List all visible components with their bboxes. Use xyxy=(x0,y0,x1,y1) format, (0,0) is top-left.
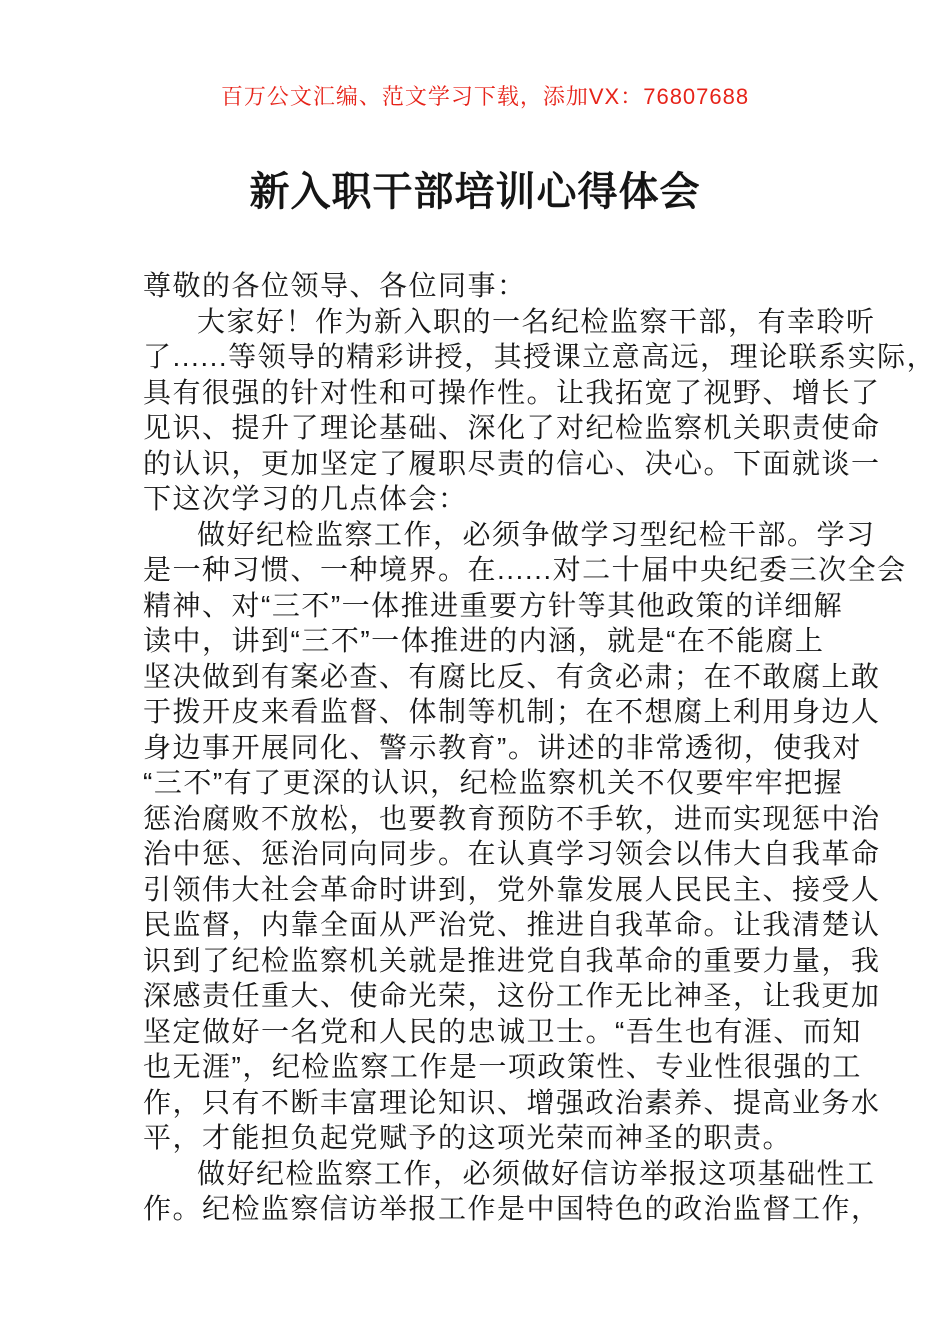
text-line: 大家好！作为新入职的一名纪检监察干部，有幸聆听 xyxy=(197,305,876,337)
text-line: 作，只有不断丰富理论知识、增强政治素养、提高业务水 xyxy=(143,1086,881,1118)
paragraph xyxy=(143,268,918,304)
text-line: 身边事开展同化、警示教育”。讲述的非常透彻，使我对 xyxy=(143,731,862,763)
paragraph xyxy=(143,517,918,1156)
text-line: 读中，讲到“三不”一体推进的内涵，就是“在不能腐上 xyxy=(143,625,825,656)
text-line: 精神、对“三不”一体推进重要方针等其他政策的详细解 xyxy=(143,589,844,621)
promo-header: 百万公文汇编、范文学习下载，添加VX：76807688 xyxy=(220,84,750,109)
text-line: 具有很强的针对性和可操作性。让我拓宽了视野、增长了 xyxy=(143,376,881,408)
text-line: 治中惩、惩治同向同步。在认真学习领会以伟大自我革命 xyxy=(143,838,881,869)
text-line: 做好纪检监察工作，必须做好信访举报这项基础性工 xyxy=(197,1157,876,1189)
text-line: 引领伟大社会革命时讲到，党外靠发展人民民主、接受人 xyxy=(143,873,881,905)
paragraph xyxy=(143,304,937,517)
text-line: 民监督，内靠全面从严治党、推进自我革命。让我清楚认 xyxy=(143,909,881,940)
text-line: 平，才能担负起党赋予的这项光荣而神圣的职责。 xyxy=(143,1122,793,1153)
text-line: 尊敬的各位领导、各位同事： xyxy=(143,270,527,301)
text-line: 惩治腐败不放松，也要教育预防不手软，进而实现惩中治 xyxy=(143,802,881,834)
text-line: 也无涯”，纪检监察工作是一项政策性、专业性很强的工 xyxy=(143,1051,862,1082)
text-line: 坚定做好一名党和人民的忠诚卫士。“吾生也有涯、而知 xyxy=(143,1015,862,1047)
text-line: 于拨开皮来看监督、体制等机制；在不想腐上利用身边人 xyxy=(143,696,881,727)
text-line: 了......等领导的精彩讲授，其授课立意高远，理论联系实际， xyxy=(143,341,937,372)
text-line: 深感责任重大、使命光荣，这份工作无比神圣，让我更加 xyxy=(143,980,881,1011)
paragraph xyxy=(143,1156,918,1227)
document-title: 新入职干部培训心得体会 xyxy=(249,170,701,214)
text-line: 下这次学习的几点体会： xyxy=(143,483,468,514)
text-line: 识到了纪检监察机关就是推进党自我革命的重要力量，我 xyxy=(143,944,881,976)
text-line: 做好纪检监察工作，必须争做学习型纪检干部。学习 xyxy=(197,518,876,550)
text-line: “三不”有了更深的认识，纪检监察机关不仅要牢牢把握 xyxy=(143,767,844,798)
text-line: 坚决做到有案必查、有腐比反、有贪必肃；在不敢腐上敢 xyxy=(143,660,881,692)
text-line: 是一种习惯、一种境界。在......对二十届中央纪委三次全会 xyxy=(143,554,907,585)
document-body xyxy=(143,268,937,1227)
text-line: 的认识，更加坚定了履职尽责的信心、决心。下面就谈一 xyxy=(143,447,881,479)
text-line: 作。纪检监察信访举报工作是中国特色的政治监督工作， xyxy=(143,1193,881,1224)
text-line: 见识、提升了理论基础、深化了对纪检监察机关职责使命 xyxy=(143,412,881,443)
